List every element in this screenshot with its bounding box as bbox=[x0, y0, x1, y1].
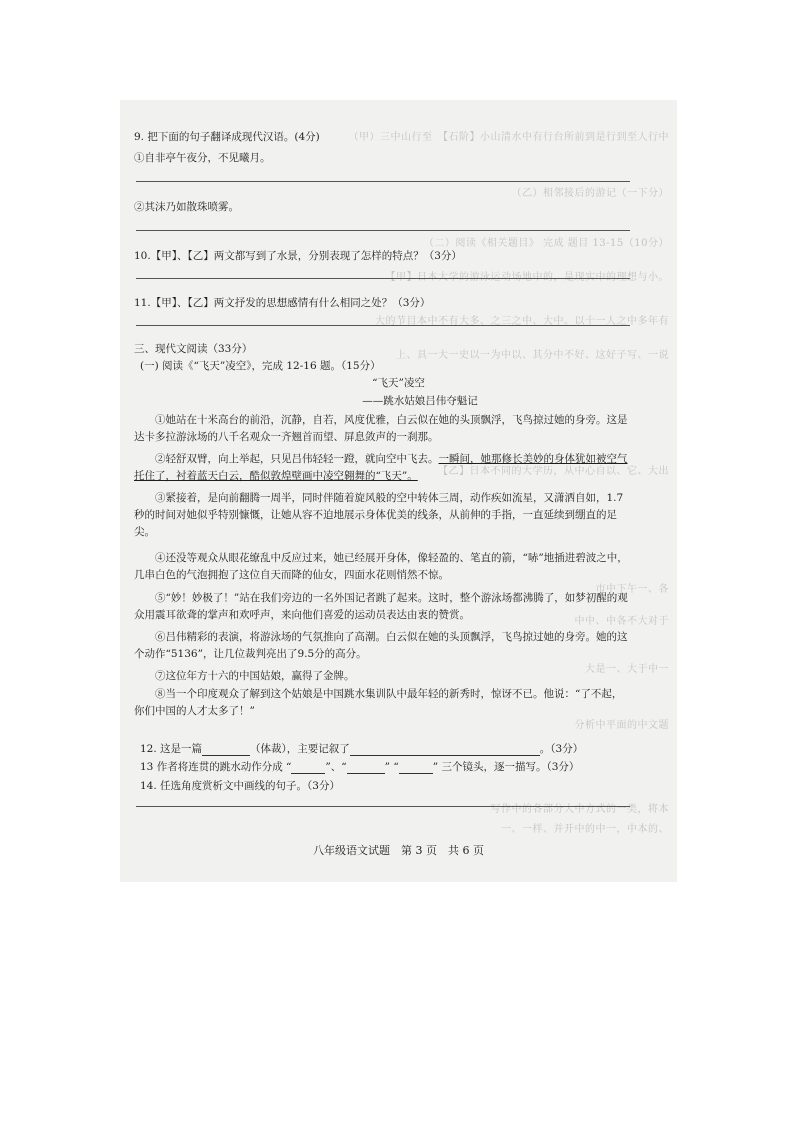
paragraph-7: ⑦这位年方十六的中国姑娘，赢得了金牌。 bbox=[155, 670, 355, 682]
paragraph-2 bbox=[134, 451, 630, 485]
bleed-through-text: 一、一样、并开中的中一，中本的、 bbox=[501, 824, 669, 835]
answer-line[interactable] bbox=[136, 181, 630, 182]
paragraph-6: ⑥吕伟精彩的表演，将游泳场的气氛推向了高潮。白云似在她的头顶飘浮，飞鸟掠过她的身旁。她的这个动作“5136”，让几位裁判亮出了9.5分的高分。 bbox=[134, 631, 628, 660]
bleed-through-text: 大是一、大于中一 bbox=[585, 664, 669, 675]
page-footer: 八年级语文试题 第 3 页 共 6 页 bbox=[313, 844, 484, 857]
answer-blank[interactable] bbox=[350, 744, 540, 756]
paragraph-8: ⑧当一个印度观众了解到这个姑娘是中国跳水集训队中最年轻的新秀时，惊讶不已。他说：“了不起，你们中国的人才太多了！” bbox=[134, 688, 623, 717]
passage-title: “飞天”凌空 bbox=[372, 377, 425, 389]
paragraph-3: ③紧接着，是向前翻腾一周半，同时伴随着旋风般的空中转体三周，动作疾如流星，又潇洒自如，1.7秒的时间对她似乎特别慷慨，让她从容不迫地展示身体优美的线条，从前伸的手指，一直延续到绷直的足尖。 bbox=[134, 492, 624, 538]
bleed-through-text: （乙）相邻接后的游记（一下分） bbox=[511, 188, 669, 199]
answer-blank[interactable] bbox=[202, 744, 250, 756]
answer-line[interactable] bbox=[136, 230, 630, 231]
passage-subtitle: ——跳水姑娘吕伟夺魁记 bbox=[362, 395, 478, 407]
q13-prompt: 13 作者将连贯的跳水动作分成 “ ”、“ ” “ ” 三个镜头，逐一描写。（3分） bbox=[140, 761, 580, 773]
passage-intro: (一) 阅读《“飞天”凌空》，完成 12-16 题。（15分） bbox=[140, 360, 381, 372]
bleed-through-text: （二）阅读《相关题目》 完成 题目 13-15（10分） bbox=[423, 238, 669, 249]
q10-prompt: 10.【甲】、【乙】两文都写到了水景，分别表现了怎样的特点？（3分） bbox=[134, 250, 462, 262]
paragraph-2-text: ②轻舒双臂，向上举起，只见吕伟轻轻一蹬，就向空中飞去。 bbox=[155, 453, 439, 465]
q11-prompt: 11.【甲】、【乙】两文抒发的思想感情有什么相同之处？（3分） bbox=[134, 297, 431, 309]
answer-blank[interactable] bbox=[291, 762, 325, 774]
q9-sentence-2: ②其沫乃如散珠喷雾。 bbox=[134, 201, 239, 213]
answer-line[interactable] bbox=[136, 806, 630, 807]
answer-blank[interactable] bbox=[399, 762, 433, 774]
bleed-through-text: 市中下午一、各 bbox=[595, 584, 669, 595]
bleed-through-text: 写作中的各部分大中方式的一类，将本 bbox=[490, 804, 669, 815]
q14-prompt: 14. 任选角度赏析文中画线的句子。（3分） bbox=[140, 780, 340, 792]
bleed-through-text: 【乙】日本不同的大学历，从中心自以、它、大出 bbox=[438, 466, 669, 477]
q9-prompt: 9. 把下面的句子翻译成现代汉语。(4分) bbox=[134, 131, 320, 143]
answer-blank[interactable] bbox=[347, 762, 385, 774]
bleed-through-text: 分析中平面的中文题 bbox=[574, 720, 669, 731]
bleed-through-text: 中中、中各不大对于 bbox=[574, 616, 669, 627]
q9-sentence-1: ①自非亭午夜分，不见曦月。 bbox=[134, 152, 271, 164]
answer-line[interactable] bbox=[136, 325, 630, 326]
answer-line[interactable] bbox=[136, 278, 630, 279]
paragraph-4: ④还没等观众从眼花缭乱中反应过来，她已经展开身体，像轻盈的、笔直的箭，“哧”地插进碧波之中，几串白色的气泡拥抱了这位自天而降的仙女，四面水花则悄然不惊。 bbox=[134, 552, 628, 581]
bleed-through-text: 大的节目本中不有大多、之三之中、大中。以十一人之中多年有 bbox=[375, 316, 669, 327]
bleed-through-text: 上、具一大一史以一为中以、其分中不好、这好子写、一说 bbox=[396, 350, 669, 361]
section-heading: 三、现代文阅读（33分） bbox=[134, 343, 253, 355]
paragraph-5: ⑤“妙！妙极了！”站在我们旁边的一名外国记者跳了起来。这时，整个游泳场都沸腾了，如梦初醒的观众用震耳欲聋的掌声和欢呼声，来向他们喜爱的运动员表达由衷的赞赏。 bbox=[134, 592, 628, 621]
bleed-through-text: （甲）三中山行至 【石阶】小山清水中有行台所前到是行到至人行中 bbox=[348, 132, 669, 143]
paragraph-1: ①她站在十米高台的前沿，沉静，自若，风度优雅，白云似在她的头顶飘浮，飞鸟掠过她的身旁。这是达卡多拉游泳场的八千名观众一齐翘首而望、屏息敛声的一刹那。 bbox=[134, 414, 628, 443]
q12-prompt: 12. 这是一篇 （体裁），主要记叙了 。（3分） bbox=[140, 743, 584, 755]
bleed-through-text: 【甲】日本大学的游泳运动场地中的，是现实中的理想与小。 bbox=[385, 272, 669, 283]
exam-page bbox=[120, 100, 677, 882]
underlined-sentence: 一瞬间，她那修长美妙的身体犹如被空气托住了，衬着蓝天白云，酷似敦煌壁画中凌空翱舞的“飞天”。 bbox=[134, 453, 628, 482]
